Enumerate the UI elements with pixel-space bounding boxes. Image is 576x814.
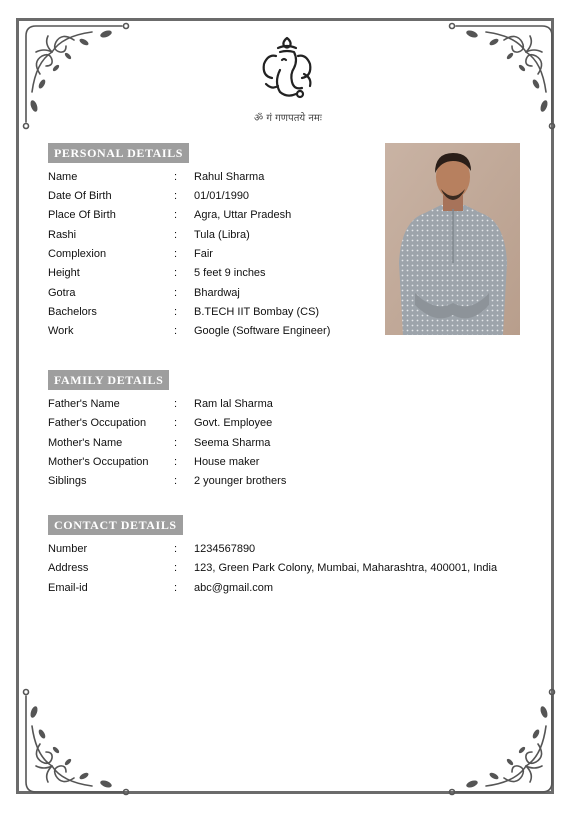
row-value: Tula (Libra) — [194, 229, 250, 241]
row-value: Ram lal Sharma — [194, 398, 273, 410]
ganesha-icon — [256, 34, 318, 100]
row-separator: : — [174, 287, 178, 299]
row-label: Gotra — [48, 287, 76, 299]
row-separator: : — [174, 171, 178, 183]
row-separator: : — [174, 267, 178, 279]
row-value: B.TECH IIT Bombay (CS) — [194, 306, 320, 318]
row-value: Govt. Employee — [194, 417, 273, 429]
row-value: Bhardwaj — [194, 287, 240, 299]
row-label: Date Of Birth — [48, 190, 112, 202]
row-label: Father's Occupation — [48, 417, 147, 429]
row-separator: : — [174, 475, 178, 487]
row-value: Fair — [194, 248, 213, 260]
row-separator: : — [174, 306, 178, 318]
row-separator: : — [174, 209, 178, 221]
row-label: Bachelors — [48, 306, 97, 318]
ganesh-mantra: ॐ गं गणपतये नमः — [254, 113, 322, 124]
row-label: Mother's Occupation — [48, 456, 149, 468]
row-label: Address — [48, 562, 89, 574]
row-value: Google (Software Engineer) — [194, 325, 331, 337]
row-separator: : — [174, 190, 178, 202]
row-label: Mother's Name — [48, 437, 123, 449]
row-label: Work — [48, 325, 74, 337]
row-separator: : — [174, 325, 178, 337]
row-value: Agra, Uttar Pradesh — [194, 209, 292, 221]
row-label: Complexion — [48, 248, 107, 260]
row-value: 2 younger brothers — [194, 475, 287, 487]
row-value: Seema Sharma — [194, 437, 271, 449]
row-separator: : — [174, 437, 178, 449]
row-separator: : — [174, 456, 178, 468]
section-header-contact: CONTACT DETAILS — [48, 515, 183, 535]
row-separator: : — [174, 417, 178, 429]
row-label: Number — [48, 543, 88, 555]
profile-photo — [385, 143, 520, 335]
row-value: 123, Green Park Colony, Mumbai, Maharashtra, 400001, India — [194, 562, 498, 574]
row-separator: : — [174, 229, 178, 241]
section-header-family: FAMILY DETAILS — [48, 370, 169, 390]
row-label: Name — [48, 171, 78, 183]
row-label: Height — [48, 267, 80, 279]
row-label: Email-id — [48, 582, 88, 594]
row-label: Place Of Birth — [48, 209, 116, 221]
row-label: Rashi — [48, 229, 77, 241]
row-separator: : — [174, 398, 178, 410]
row-value: House maker — [194, 456, 260, 468]
row-separator: : — [174, 582, 178, 594]
corner-ornament-bottom-left — [22, 686, 132, 796]
row-value: 1234567890 — [194, 543, 256, 555]
row-label: Father's Name — [48, 398, 120, 410]
row-value: 01/01/1990 — [194, 190, 250, 202]
corner-ornament-bottom-right — [446, 686, 556, 796]
row-separator: : — [174, 248, 178, 260]
row-value: 5 feet 9 inches — [194, 267, 266, 279]
row-value: Rahul Sharma — [194, 171, 265, 183]
section-header-personal: PERSONAL DETAILS — [48, 143, 189, 163]
row-value: abc@gmail.com — [194, 582, 274, 594]
row-separator: : — [174, 543, 178, 555]
row-separator: : — [174, 562, 178, 574]
row-label: Siblings — [48, 475, 87, 487]
